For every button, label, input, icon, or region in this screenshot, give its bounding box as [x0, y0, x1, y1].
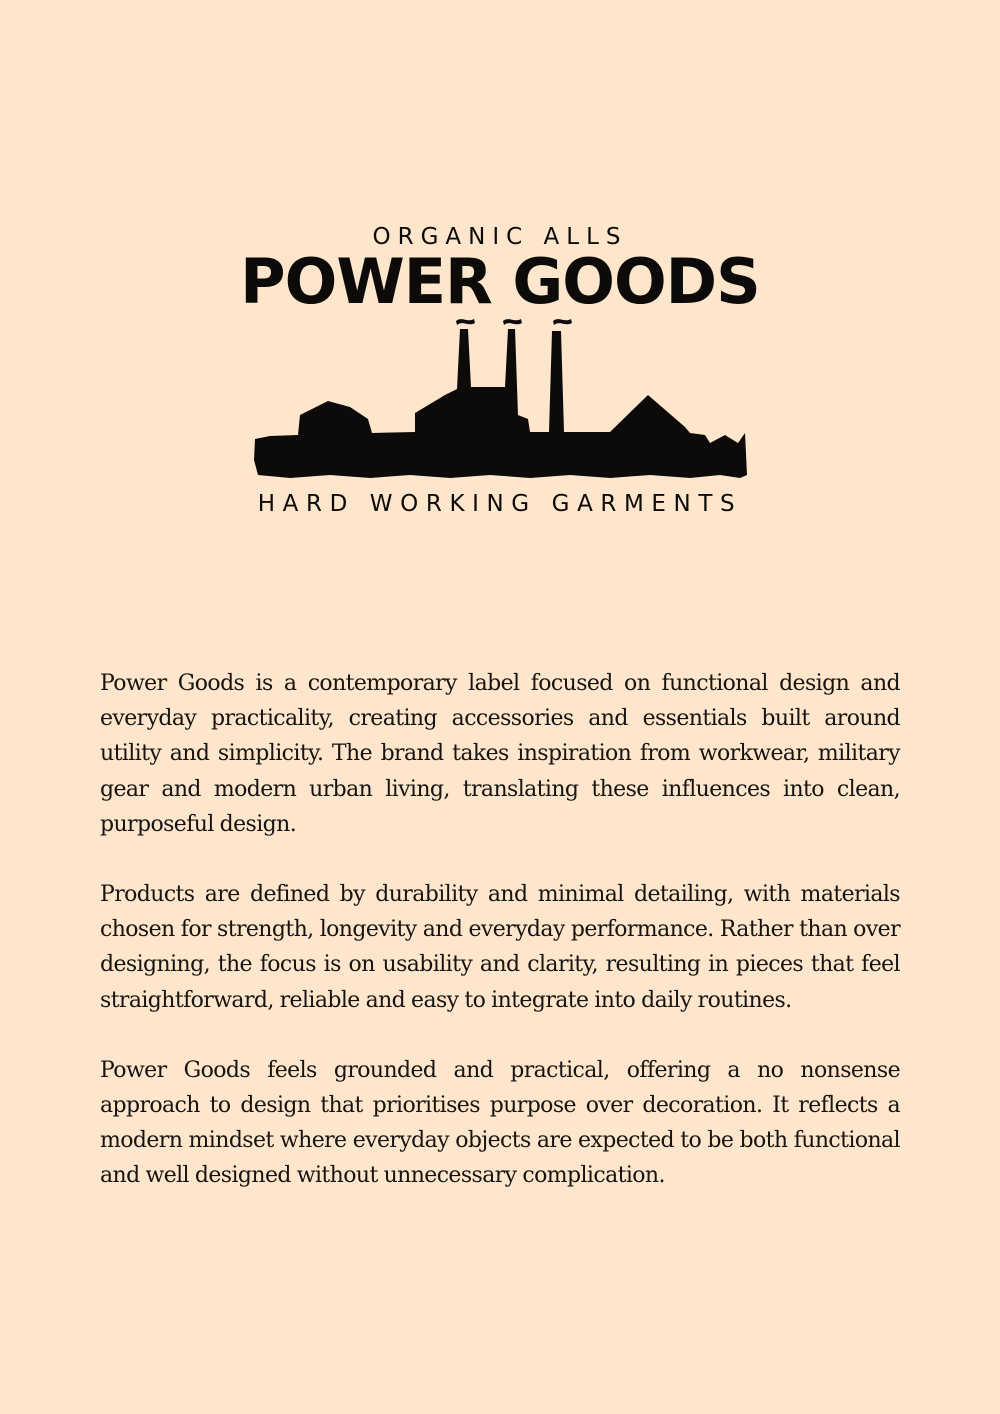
paragraph-products: Products are defined by durability and minimal detailing, with materials chosen for strength, longevity and everyday performance. Rather than over designing, the focus is on usability and clarity, resulting in pieces that feel straightforward, reliable and easy to integrate into daily routines. [100, 882, 900, 1013]
factory-silhouette-icon [250, 315, 750, 485]
brand-description [100, 666, 900, 1229]
logo-title: POWER GOODS [240, 245, 760, 318]
paragraph-philosophy: Power Goods feels grounded and practical, offering a no nonsense approach to design that prioritises purpose over decoration. It reflects a modern mindset where everyday objects are expected to be both functional and well designed without unnecessary complication. [100, 1057, 900, 1189]
logo-top-text: ORGANIC ALLS [372, 224, 628, 250]
paragraph-intro: Power Goods is a contemporary label focused on functional design and everyday practicality, creating accessories and essentials built around utility and simplicity. The brand takes inspiration from workwear, military gear and modern urban living, translating these influences into clean, purposeful design. [100, 671, 900, 837]
logo-tagline: HARD WORKING GARMENTS [257, 491, 743, 517]
